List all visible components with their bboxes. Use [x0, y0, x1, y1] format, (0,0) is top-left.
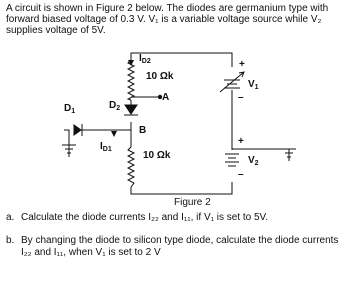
- question-b: [6, 235, 344, 258]
- source-v2-plates: [225, 154, 239, 166]
- label-v2-minus: –: [238, 169, 244, 180]
- node-a-dot: [158, 95, 162, 99]
- label-id2: $I_{D2}$: [139, 53, 151, 65]
- ground-left: [62, 145, 76, 157]
- label-id1: $I_{D1}$: [100, 141, 112, 153]
- label-r-bottom: 10 Ωk: [143, 150, 171, 161]
- diode-d2: [125, 105, 137, 114]
- source-v1-arrow: [220, 72, 244, 92]
- current-arrow-id1: [111, 131, 117, 137]
- question-b-text: By changing the diode to silicon type diode, calculate the diode currents I₂₂ and I₁₁, when V₁ is set to 2 V: [21, 235, 339, 258]
- label-v2-plus: +: [238, 136, 244, 147]
- question-b-number: b.: [6, 235, 15, 246]
- label-v2: $V_2$: [248, 155, 259, 167]
- ground-right: [282, 149, 296, 161]
- problem-intro: A circuit is shown in Figure 2 below. The diodes are germanium type with forward biased voltage of 0.3 V. V₁ is a variable voltage source while V₂ supplies voltage of 5V.: [6, 3, 329, 37]
- label-v1-plus: +: [239, 59, 245, 70]
- label-v1-minus: –: [238, 92, 244, 103]
- label-d2: $D_2$: [109, 100, 121, 112]
- question-a-text: Calculate the diode currents I₂₂ and I₁₁, if V₁ is set to 5V.: [21, 212, 269, 223]
- label-node-a: A: [162, 92, 170, 103]
- label-r-top: 10 Ωk: [146, 71, 174, 82]
- figure-caption: Figure 2: [174, 197, 211, 208]
- label-node-b: B: [139, 125, 147, 136]
- question-a-number: a.: [6, 212, 15, 223]
- diode-d1: [74, 125, 81, 135]
- wire-bottom-loop: [131, 182, 232, 194]
- label-d1: $D_1$: [64, 103, 76, 115]
- question-a: [6, 212, 344, 224]
- resistor-bottom: [128, 147, 134, 187]
- label-v1: $V_1$: [248, 79, 259, 91]
- wire-d1-left: [64, 130, 69, 145]
